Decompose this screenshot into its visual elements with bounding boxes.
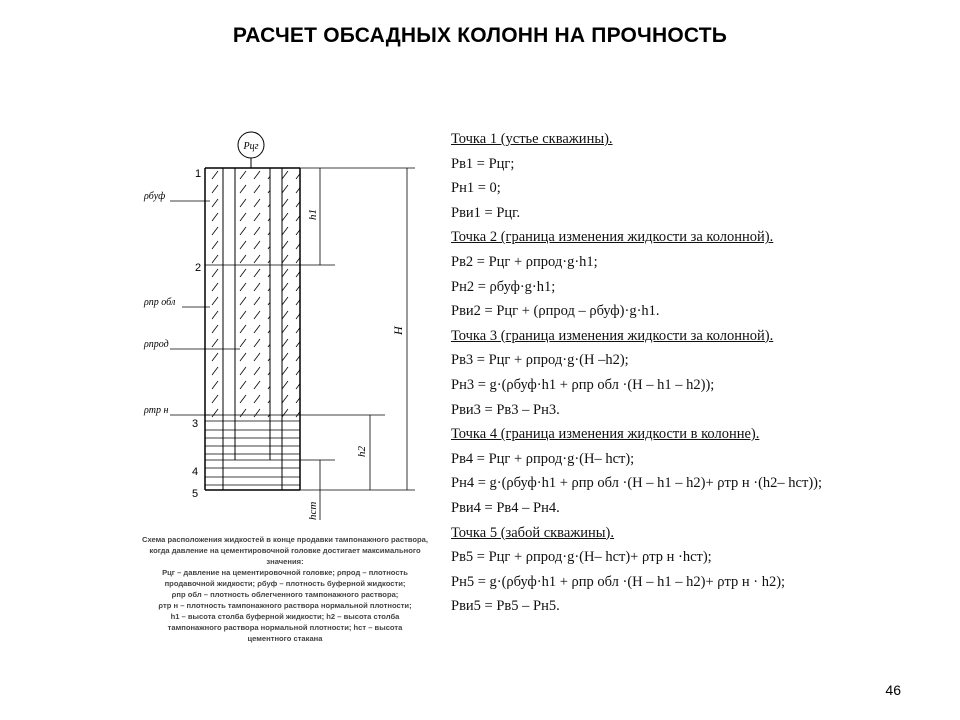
point-heading: Точка 4 (граница изменения жидкости в колонне). [451, 426, 760, 443]
gauge-label: Pцг [243, 141, 259, 152]
hst-label: hст [307, 501, 319, 520]
rho-prod-label: ρпрод [144, 339, 169, 350]
formula-line: Pви3 = Pв3 – Pн3. [451, 401, 560, 418]
formula-line: Pв2 = Pцг + ρпрод·g·h1; [451, 253, 598, 270]
point-2-label: 2 [195, 262, 202, 274]
caption-line: цементного стакана [247, 634, 323, 643]
point-heading: Точка 5 (забой скважины). [451, 524, 615, 541]
h2-label: h2 [356, 446, 368, 457]
pressure-gauge-icon [238, 132, 264, 168]
formula-list [451, 127, 931, 619]
diagram-caption [140, 534, 430, 644]
point-5-label: 5 [192, 488, 199, 500]
page-number: 46 [885, 682, 901, 698]
formula-line: Pн1 = 0; [451, 180, 501, 197]
caption-line: h1 – высота столба буферной жидкости; h2 – высота столба [170, 612, 400, 621]
formula-line: Pв3 = Pцг + ρпрод·g·(H –h2); [451, 352, 629, 369]
formula-line: Pн2 = ρбуф·g·h1; [451, 278, 556, 295]
rho-tr-n-label: ρтр н [144, 405, 169, 416]
formula-line: Pн5 = g·(ρбуф·h1 + ρпр обл ·(H – h1 – h2)+ ρтр н · h2); [451, 573, 786, 590]
point-heading: Точка 2 (граница изменения жидкости за колонной). [451, 229, 774, 246]
caption-line: Pцг – давление на цементировочной головке; ρпрод – плотность [162, 568, 408, 577]
rho-buf-label: ρбуф [144, 191, 166, 202]
formula-line: Pв5 = Pцг + ρпрод·g·(H– hст)+ ρтр н ·hст); [451, 549, 712, 566]
formula-line: Pви4 = Pв4 – Pн4. [451, 499, 560, 516]
caption-line: ρпр обл – плотность облегченного тампонажного раствора; [171, 590, 399, 599]
formula-line: Pви5 = Pв5 – Pн5. [451, 598, 560, 615]
point-3-label: 3 [192, 418, 199, 430]
point-heading: Точка 3 (граница изменения жидкости за колонной). [451, 327, 774, 344]
well-diagram [140, 125, 440, 530]
formula-line: Pн4 = g·(ρбуф·h1 + ρпр обл ·(H – h1 – h2)+ ρтр н ·(h2– hст)); [451, 475, 823, 492]
h1-label: h1 [307, 209, 319, 220]
formula-line: Pн3 = g·(ρбуф·h1 + ρпр обл ·(H – h1 – h2)); [451, 376, 715, 393]
formula-line: Pв4 = Pцг + ρпрод·g·(H– hст); [451, 450, 635, 467]
formula-line: Pви2 = Pцг + (ρпрод – ρбуф)·g·h1. [451, 303, 660, 320]
caption-line: тампонажного раствора нормальной плотности; hст – высота [167, 623, 403, 632]
point-heading: Точка 1 (устье скважины). [451, 131, 613, 147]
rho-pr-obl-label: ρпр обл [144, 297, 176, 308]
point-1-label: 1 [195, 168, 202, 180]
caption-heading: Схема расположения жидкостей в конце продавки тампонажного раствора, когда давление на цементировочной головке достигает максимального значения: [142, 535, 428, 566]
H-label: H [391, 326, 405, 335]
caption-line: продавочной жидкости; ρбуф – плотность буферной жидкости; [164, 579, 406, 588]
formula-line: Pв1 = Pцг; [451, 155, 515, 172]
caption-line: ρтр н – плотность тампонажного раствора нормальной плотности; [158, 601, 412, 610]
formula-line: Pви1 = Pцг. [451, 204, 521, 221]
slide-title: РАСЧЕТ ОБСАДНЫХ КОЛОНН НА ПРОЧНОСТЬ [232, 24, 728, 47]
point-4-label: 4 [192, 466, 199, 478]
